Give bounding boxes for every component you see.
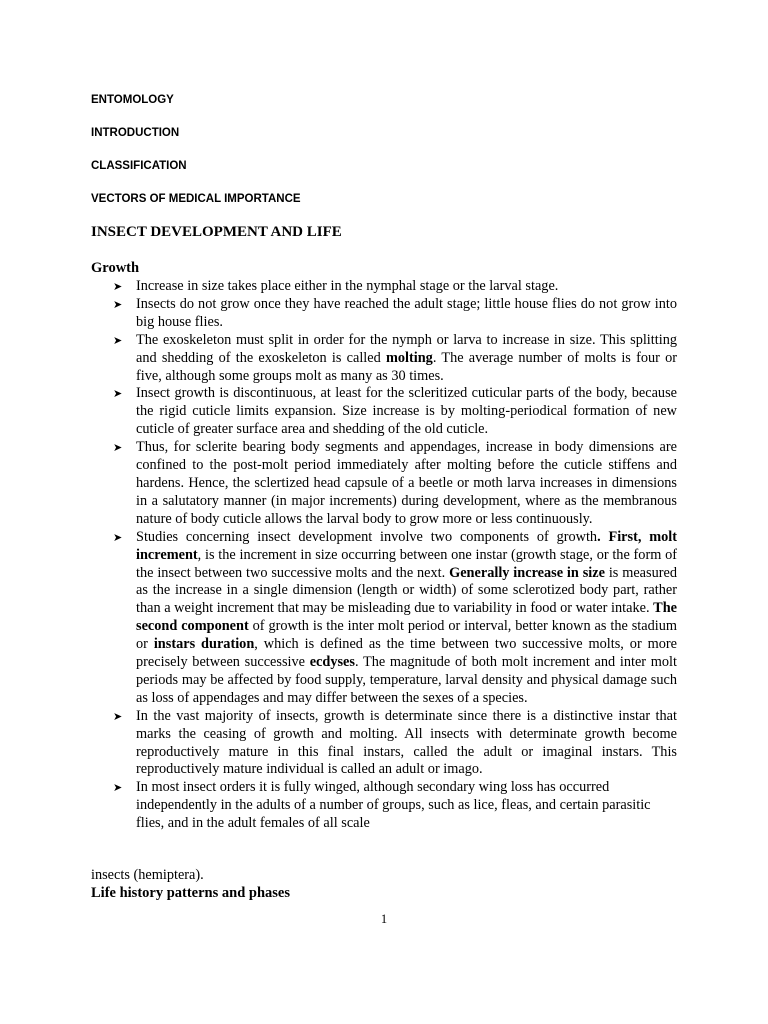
bullet-text: . The average number of molts is four or five, although some groups molt as many as 30 times. xyxy=(136,349,677,384)
page-number: 1 xyxy=(380,912,388,926)
subheading-growth: Growth xyxy=(91,260,140,276)
bullet-text: The exoskeleton must split in order for the nymph or larva to increase in size. This splitting and shedding of the exoskeleton is called xyxy=(136,331,677,366)
list-item xyxy=(91,529,677,708)
term-ecdyses: ecdyses xyxy=(309,654,355,671)
bullet-text: In most insect orders it is fully winged, although secondary wing loss has occurred independently in the adults of a number of groups, such as lice, fleas, and certain parasitic flies, and in the adult females of all scale xyxy=(136,779,651,832)
bullet-text: . The magnitude of both molt increment and inter molt periods may be affected by food supply, temperature, larval density and physical damage such as loss of appendages and may differ between the sexes of a species. xyxy=(136,654,677,706)
arrow-bullet-icon: ➤ xyxy=(113,709,123,723)
subheading-life-history: Life history patterns and phases xyxy=(91,885,290,901)
list-item xyxy=(91,708,677,780)
growth-bullet-list xyxy=(91,278,677,833)
arrow-bullet-icon: ➤ xyxy=(113,781,123,795)
section-title: INSECT DEVELOPMENT AND LIFE xyxy=(91,224,342,240)
heading-entomology: ENTOMOLOGY xyxy=(91,94,174,106)
bullet-text: , which is defined as the time between two successive molts, or more precisely between successive xyxy=(136,636,677,671)
bullet-text: In the vast majority of insects, growth is determinate since there is a distinctive instar that marks the ceasing of growth and molting. All insects with determinate growth become reproductively mature in this final instars, called the adult or imaginal instars. This reproductively mature individual is called an adult or imago. xyxy=(136,707,677,778)
list-item xyxy=(91,278,677,296)
arrow-bullet-icon: ➤ xyxy=(113,387,123,401)
heading-introduction: INTRODUCTION xyxy=(91,127,180,139)
bullet-text: is measured as the increase in a single dimension (length or width) of some sclerotized body part, rather than a weight increment that may be misleading due to variability in food or water intake. xyxy=(136,564,677,617)
bullet-text: Increase in size takes place either in the nymphal stage or the larval stage. xyxy=(136,278,559,294)
list-item xyxy=(91,332,677,386)
arrow-bullet-icon: ➤ xyxy=(113,280,123,293)
list-item xyxy=(91,439,677,529)
bullet-text: Studies concerning insect development involve two components of growth xyxy=(136,528,598,545)
arrow-bullet-icon: ➤ xyxy=(113,441,123,455)
term-molting: molting xyxy=(385,349,433,366)
bullet-text: , is the increment in size occurring between one instar (growth stage, or the form of the insect between two successive molts and the next. xyxy=(136,546,677,581)
continued-text: insects (hemiptera). xyxy=(91,867,204,883)
term-increase-in-size: Generally increase in size xyxy=(449,564,605,581)
list-item xyxy=(91,385,677,439)
arrow-bullet-icon: ➤ xyxy=(113,297,123,311)
bullet-text: of growth is the inter molt period or interval, better known as the stadium or xyxy=(136,618,677,653)
bullet-text: Insect growth is discontinuous, at least for the scleritized cuticular parts of the body, because the rigid cuticle limits expansion. Size increase is by molting-periodical formation of new cuticle of greater surface area and shedding of the old cuticle. xyxy=(136,385,677,438)
arrow-bullet-icon: ➤ xyxy=(113,333,123,347)
list-item xyxy=(91,779,677,833)
list-item xyxy=(91,296,677,332)
arrow-bullet-icon: ➤ xyxy=(113,530,123,544)
heading-classification: CLASSIFICATION xyxy=(91,160,187,172)
term-first-molt-increment: . First, molt increment xyxy=(136,528,678,563)
term-second-component: The second component xyxy=(136,600,677,635)
bullet-text: Thus, for sclerite bearing body segments and appendages, increase in body dimensions are confined to the post-molt period immediately after molting before the cuticle stiffens and hardens. Hence, the sclertized head capsule of a beetle or moth larva increases in dimensions in a salutatory manner (in major increments) during development, where as the membranous nature of body cuticle allows the larval body to grow more or less continuously. xyxy=(136,439,677,527)
bullet-text: Insects do not grow once they have reached the adult stage; little house flies do not grow into big house flies. xyxy=(136,295,677,330)
heading-vectors: VECTORS OF MEDICAL IMPORTANCE xyxy=(91,193,301,205)
term-instars-duration: instars duration xyxy=(153,636,255,653)
